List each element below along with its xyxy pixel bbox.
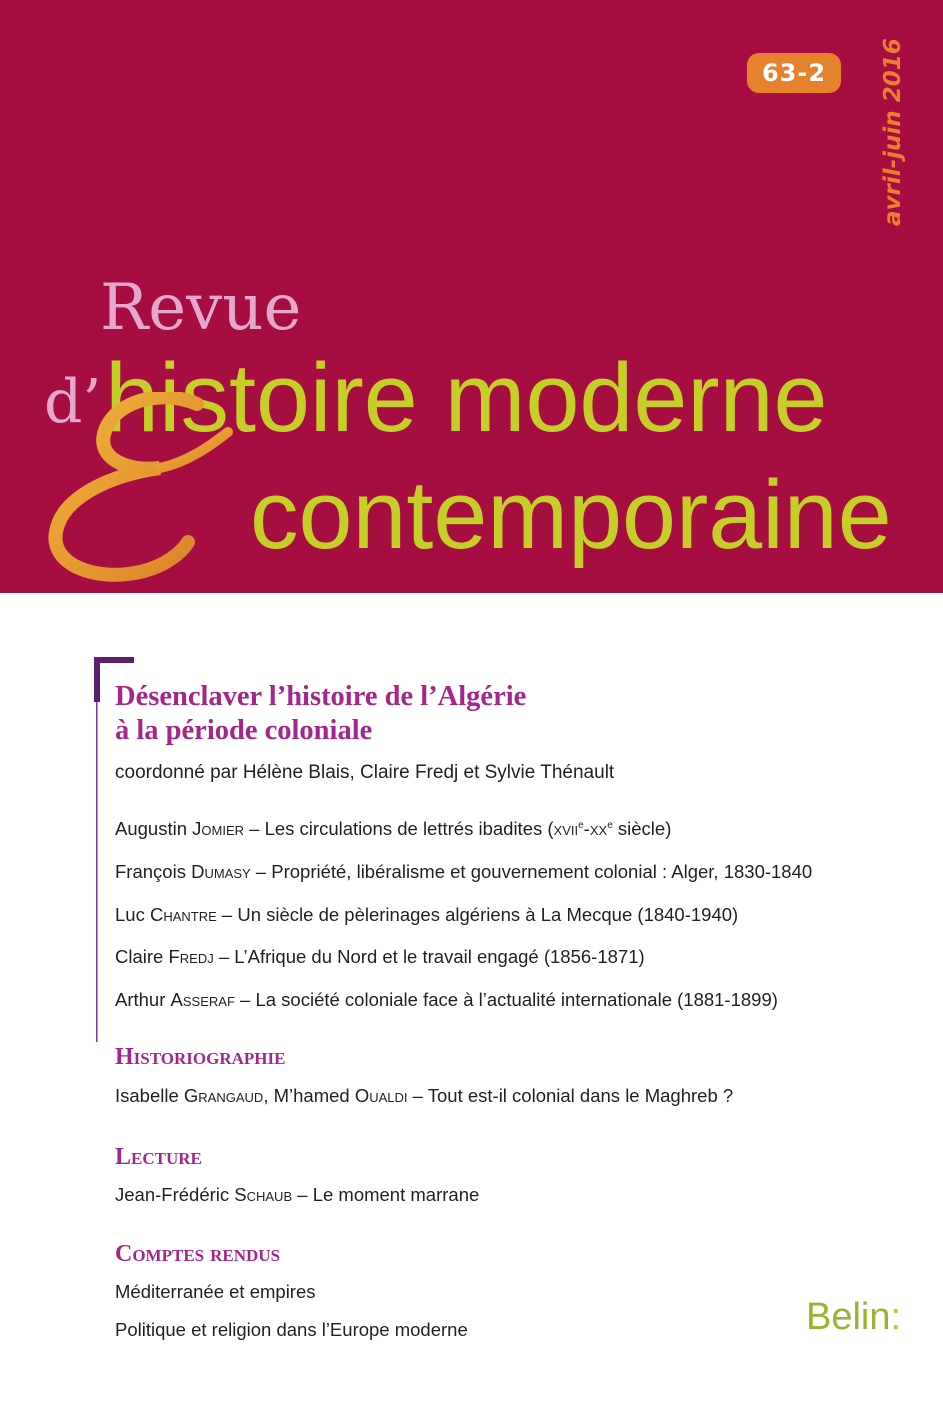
dossier-title-line2: à la période coloniale xyxy=(115,715,373,746)
section-heading-historiographie: Historiographie xyxy=(115,1044,286,1070)
section-heading-comptes-rendus: Comptes rendus xyxy=(115,1241,281,1267)
article-entry: Claire Fredj – L’Afrique du Nord et le travail engagé (1856-1871) xyxy=(115,946,645,967)
lecture-entry: Jean-Frédéric Schaub – Le moment marrane xyxy=(115,1184,480,1205)
article-entry: Arthur Asseraf – La société coloniale face à l’actualité internationale (1881-1899) xyxy=(115,989,778,1010)
issue-date: avril-juin 2016 xyxy=(880,38,906,226)
dossier-title xyxy=(115,680,875,748)
historiographie-entry: Isabelle Grangaud, M’hamed Oualdi – Tout est-il colonial dans le Maghreb ? xyxy=(115,1085,734,1106)
publisher-name: Belin xyxy=(806,1296,891,1338)
journal-title-line2: contemporaine xyxy=(250,460,892,569)
compte-rendu-item: Politique et religion dans l’Europe moderne xyxy=(115,1319,468,1340)
journal-title-revue: Revue xyxy=(100,271,302,345)
publisher-mark: : xyxy=(890,1296,902,1338)
journal-title-d: d’ xyxy=(44,367,102,437)
article-entry: Luc Chantre – Un siècle de pèlerinages algériens à La Mecque (1840-1940) xyxy=(115,904,739,925)
issue-number-badge: 63-2 xyxy=(747,53,841,93)
journal-title-line1: histoire moderne xyxy=(105,343,828,452)
section-heading-lecture: Lecture xyxy=(115,1144,202,1170)
publisher-logo xyxy=(806,1296,901,1339)
article-entry: François Dumasy – Propriété, libéralisme et gouvernement colonial : Alger, 1830-1840 xyxy=(115,861,813,882)
dossier-coordinators: coordonné par Hélène Blais, Claire Fredj et Sylvie Thénault xyxy=(115,762,615,783)
compte-rendu-item: Méditerranée et empires xyxy=(115,1281,316,1302)
dossier-title-line1: Désenclaver l’histoire de l’Algérie xyxy=(115,681,527,712)
article-entry: Augustin Jomier – Les circulations de lettrés ibadites ($xvii^e-xx^e$ siècle) xyxy=(115,818,672,839)
cover-masthead xyxy=(0,0,943,593)
ampersand-logo-icon xyxy=(42,392,242,582)
